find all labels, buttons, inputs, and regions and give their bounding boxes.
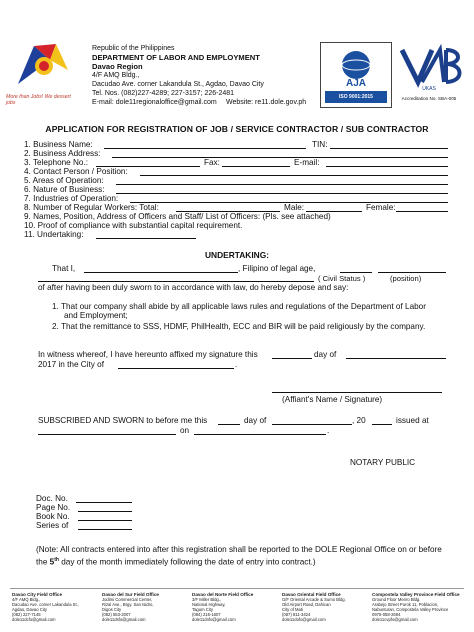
ukas-label: UKAS (422, 86, 436, 92)
affiant-label: (Affiant's Name / Signature) (282, 395, 383, 404)
undertaking-filipino: , Filipino of legal age, (238, 264, 316, 273)
aja-logo (320, 42, 392, 108)
footer-office-davao-city: Davao City Field Office 4/F AMQ Bldg., Dacudao Ave. corner Lakandula St., Agdao, Davao City (082) 227-7145 dole11dcfo@gmail.com (12, 592, 79, 622)
note-line2: the 5th day of the month immediately following the date of entry into contract.) (36, 557, 316, 567)
website-text: Website: re11.dole.gov.ph (226, 99, 307, 106)
undertaking-heading: UNDERTAKING: (204, 250, 270, 260)
field-nature-business: 6. Nature of Business: (24, 185, 105, 194)
footer-office-davao-del-sur: Davao del Sur Field Office Jodimi Commercial Center, Rizal Ave., Brgy. San Isidro, Digos City (082) 553-2007 dole11dsfo@gmail.com (102, 592, 159, 622)
field-male-label: Male: (284, 203, 305, 212)
footer-divider (10, 588, 464, 589)
witness-text: In witness whereof, I have hereunto affixed my signature this (38, 350, 258, 359)
field-business-address: 2. Business Address: (24, 149, 101, 158)
field-contact-person: 4. Contact Person / Position: (24, 167, 128, 176)
witness-city-text: 2017 in the City of (38, 360, 104, 369)
dole-logo (12, 40, 74, 102)
address-line2: Dacudao Ave. corner Lakandula St., Agdao, Davao City (92, 81, 264, 88)
address-line1: 4/F AMQ Bldg., (92, 72, 140, 79)
accreditation-label: Accreditation No. SBA-005 (401, 96, 457, 101)
subscribed-sworn-text: SUBSCRIBED AND SWORN to before me this (38, 416, 208, 425)
civil-status-label: ( Civil Status ) (318, 274, 366, 283)
doc-no-label: Doc. No. (36, 494, 68, 503)
field-female-label: Female: (366, 203, 396, 212)
field-email-label: E-mail: (294, 158, 320, 167)
footer-office-davao-del-norte: Davao del Norte Field Office 3/F Miller Bldg., National Highway, Tagum City (084) 216-1607 dole11dnfo@gmail.com (192, 592, 254, 622)
sworn-year: , 20 (352, 416, 366, 425)
sworn-day-of: day of (244, 416, 267, 425)
republic-text: Republic of the Philippines (92, 45, 175, 52)
sworn-on: on (180, 426, 190, 435)
page-no-label: Page No. (36, 503, 71, 512)
witness-day-of: day of (314, 350, 337, 359)
field-fax-label: Fax: (204, 158, 220, 167)
ukas-logo (392, 42, 466, 106)
undertaking-item-2: 2. That the remittance to SSS, HDMF, PhilHealth, ECC and BIR will be paid religiously by the company. (52, 322, 426, 331)
note-line1: (Note: All contracts entered into after this registration shall be reported to the DOLE Regional Office on or before (36, 545, 442, 554)
field-officers: 9. Names, Position, Address of Officers and Staff/ List of Officers: (Pls. see attached) (24, 212, 331, 221)
field-undertaking: 11. Undertaking: (24, 230, 84, 239)
footer-office-compostela-valley: Compostela Valley Province Field Office Ground Floor Menro Bldg. Arabejo Street Purok 11, Poblacion, Nabunturan, Compostela Valley Province 0975-058-2694 dole11cvpfo@gmail.com (372, 592, 460, 622)
series-label: Series of (36, 521, 69, 530)
region-text: Davao Region (92, 62, 143, 71)
field-regular-workers: 8. Number of Regular Workers: Total: (24, 203, 159, 212)
undertaking-item-1a: 1. That our company shall abide by all applicable laws rules and regulations of the Department of Labor (52, 302, 426, 311)
field-tin-label: TIN: (312, 140, 328, 149)
field-telephone: 3. Telephone No.: (24, 158, 89, 167)
field-areas-operation: 5. Areas of Operation: (24, 176, 104, 185)
iso-label: ISO 9001:2015 (339, 94, 373, 100)
logo-slogan: More than Jobs! We dessert jobs (6, 94, 71, 106)
email-text: E-mail: dole11regionaloffice@gmail.com (92, 99, 217, 106)
form-title: APPLICATION FOR REGISTRATION OF JOB / SERVICE CONTRACTOR / SUB CONTRACTOR (45, 124, 429, 134)
notary-public-label: NOTARY PUBLIC (350, 458, 416, 467)
undertaking-item-1b: and Employment; (64, 311, 128, 320)
undertaking-that-i: That I, (52, 264, 76, 273)
field-capital-proof: 10. Proof of compliance with substantial capital requirement. (24, 221, 243, 230)
sworn-issued-at: issued at (396, 416, 429, 425)
position-label: (position) (390, 274, 422, 283)
book-no-label: Book No. (36, 512, 70, 521)
field-industries-operation: 7. Industries of Operation: (24, 194, 119, 203)
department-text: DEPARTMENT OF LABOR AND EMPLOYMENT (92, 53, 260, 62)
tel-text: Tel. Nos. (082)227-4289; 227-3157; 226-2481 (92, 90, 235, 97)
aja-label: AJA (345, 78, 366, 89)
footer-office-davao-oriental: Davao Oriental Field Office G/F Oriental Arcade & Sumo Bldg. Old Airport Road, Dahican City of Mati (087) 811-3424 dole11dofo@gmail.com (282, 592, 346, 622)
field-business-name: 1. Business Name: (24, 140, 93, 149)
undertaking-sworn-text: of after having been duly sworn to in accordance with law, do hereby depose and say: (38, 283, 349, 292)
